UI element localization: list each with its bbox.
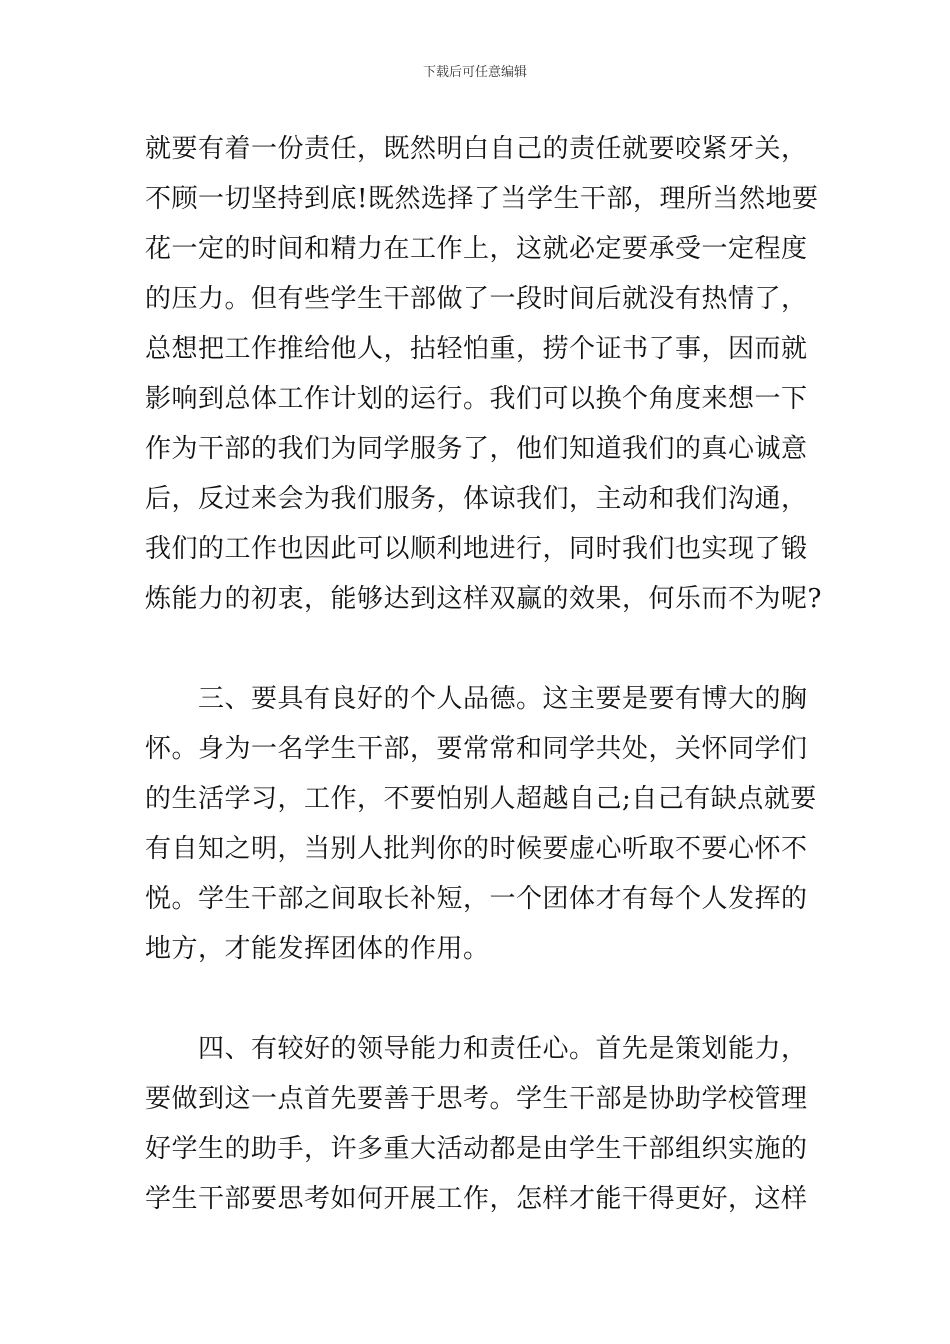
paragraph-responsibility [145,124,822,624]
text-line: 炼能力的初衷，能够达到这样双赢的效果，何乐而不为呢? [145,584,822,614]
document-body [145,124,822,1224]
paragraph-spacer [145,974,810,1024]
text-line: 作为干部的我们为同学服务了，他们知道我们的真心诚意 [145,434,808,464]
text-line: 怀。身为一名学生干部，要常常和同学共处，关怀同学们 [145,734,808,764]
text-line: 影响到总体工作计划的运行。我们可以换个角度来想一下 [145,384,808,414]
text-line: 的生活学习，工作，不要怕别人超越自己;自己有缺点就要 [145,784,817,814]
text-line: 三、要具有良好的个人品德。这主要是要有博大的胸 [198,684,808,714]
paragraph-leadership [145,1024,810,1224]
text-line: 的压力。但有些学生干部做了一段时间后就没有热情了， [145,284,808,314]
page-header-note: 下载后可任意编辑 [422,65,527,80]
text-line: 学生干部要思考如何开展工作，怎样才能干得更好，这样 [145,1184,808,1214]
text-line: 要做到这一点首先要善于思考。学生干部是协助学校管理 [145,1084,808,1114]
text-line: 后，反过来会为我们服务，体谅我们，主动和我们沟通， [145,484,808,514]
text-line: 有自知之明，当别人批判你的时候要虚心听取不要心怀不 [145,834,808,864]
text-line: 就要有着一份责任，既然明白自己的责任就要咬紧牙关， [145,134,808,164]
text-line: 好学生的助手，许多重大活动都是由学生干部组织实施的 [145,1134,808,1164]
text-line: 总想把工作推给他人，拈轻怕重，捞个证书了事，因而就 [145,334,808,364]
text-line: 花一定的时间和精力在工作上，这就必定要承受一定程度 [145,234,808,264]
text-line: 不顾一切坚持到底!既然选择了当学生干部，理所当然地要 [145,184,819,214]
text-line: 我们的工作也因此可以顺利地进行，同时我们也实现了锻 [145,534,808,564]
text-line: 四、有较好的领导能力和责任心。首先是策划能力， [198,1034,808,1064]
paragraph-spacer [145,624,810,674]
text-line: 地方，才能发挥团体的作用。 [145,934,490,964]
text-line: 悦。学生干部之间取长补短，一个团体才有每个人发挥的 [145,884,808,914]
paragraph-personal-character [145,674,817,974]
